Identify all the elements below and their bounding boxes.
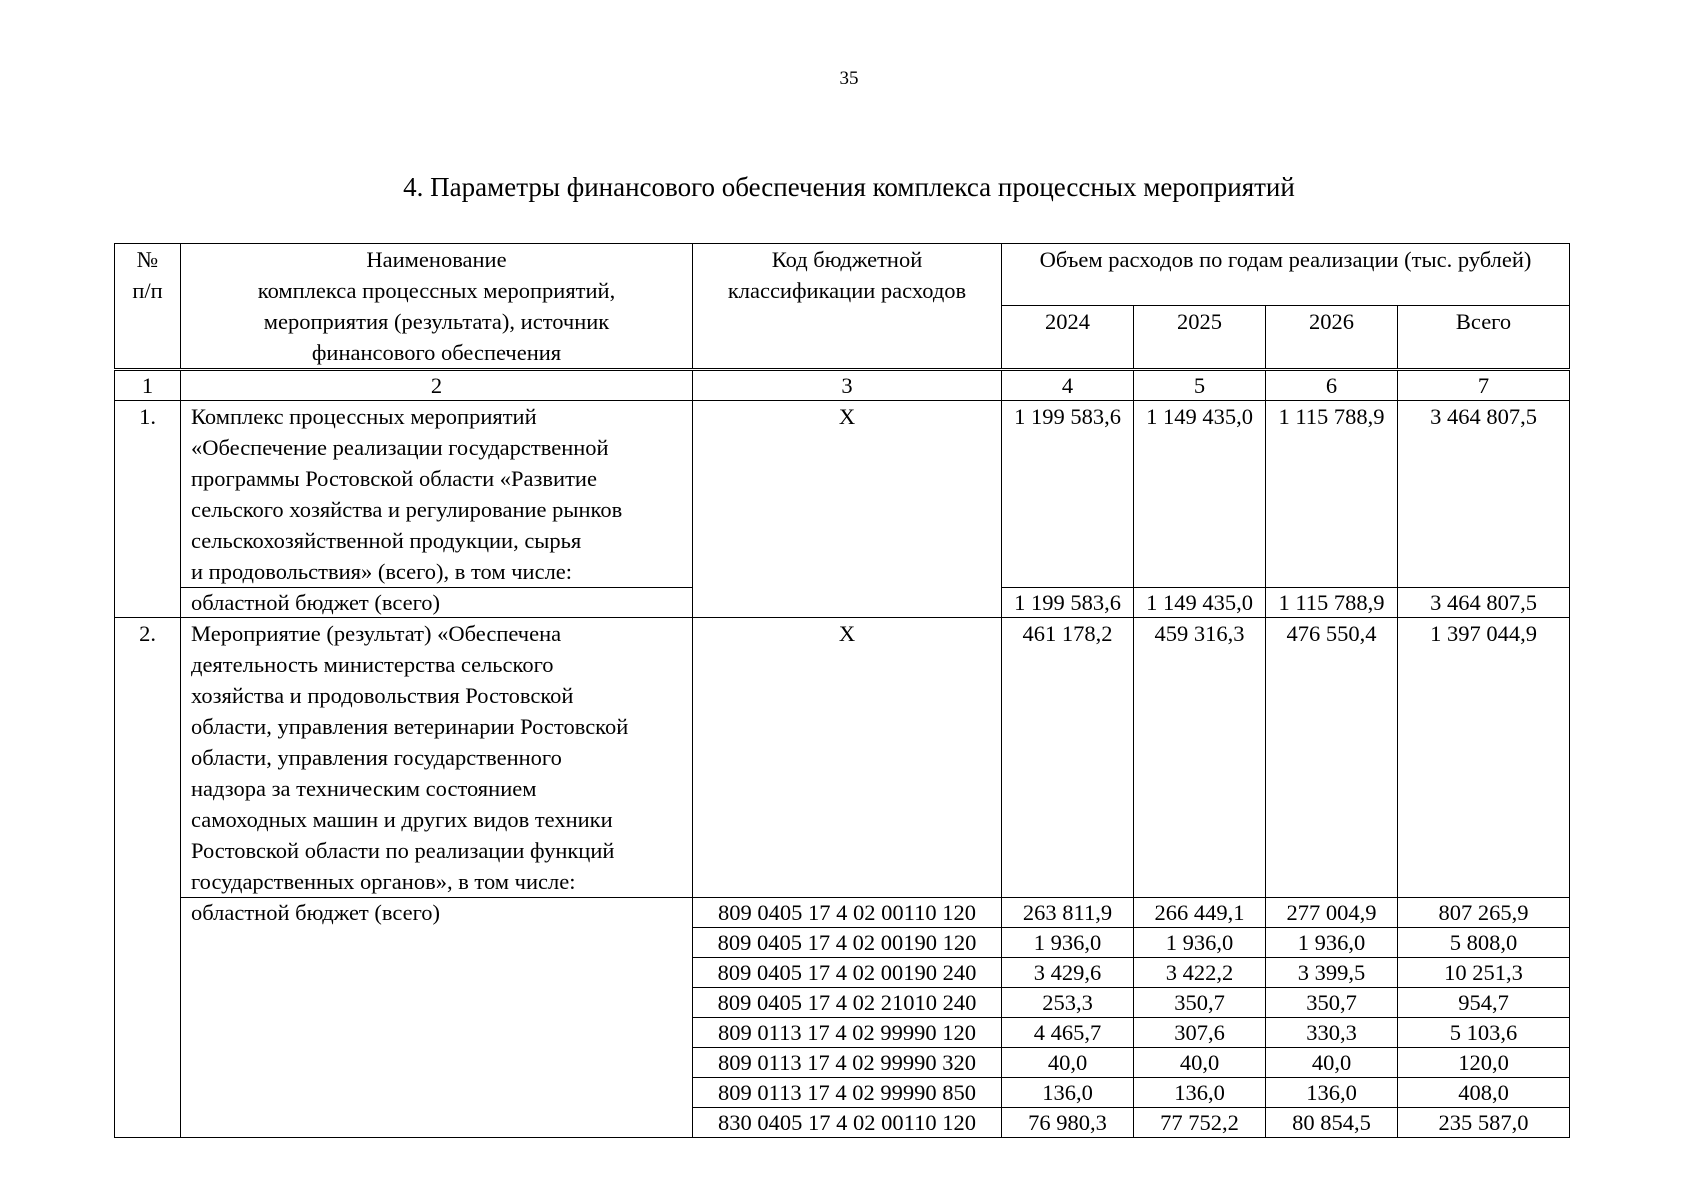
row-2-sub-code: 809 0113 17 4 02 99990 120 (693, 1018, 1002, 1048)
header-year-2024: 2024 (1002, 306, 1134, 370)
row-2-sub (115, 898, 1570, 928)
header-name-line: мероприятия (результата), источник (263, 309, 610, 334)
row-2-sub-code: 809 0113 17 4 02 99990 850 (693, 1078, 1002, 1108)
row-2-sub-2026: 40,0 (1266, 1048, 1398, 1078)
index-cell: 7 (1398, 370, 1570, 401)
row-2-sub-code: 830 0405 17 4 02 00110 120 (693, 1108, 1002, 1138)
row-2-sub-code: 809 0405 17 4 02 00110 120 (693, 898, 1002, 928)
row-2-2025: 459 316,3 (1134, 618, 1266, 898)
row-2-sub-2025: 1 936,0 (1134, 928, 1266, 958)
row-2-sub-2026: 277 004,9 (1266, 898, 1398, 928)
row-1-name-line: сельскохозяйственной продукции, сырья (191, 528, 582, 553)
header-name-line: Наименование (366, 247, 507, 272)
row-2-code: Х (693, 618, 1002, 898)
row-2-sub-name: областной бюджет (всего) (181, 898, 693, 1138)
row-1-2026: 1 115 788,9 (1266, 401, 1398, 588)
header-year-2025: 2025 (1134, 306, 1266, 370)
row-2-sub-2024: 136,0 (1002, 1078, 1134, 1108)
index-cell: 5 (1134, 370, 1266, 401)
index-cell: 4 (1002, 370, 1134, 401)
header-volume: Объем расходов по годам реализации (тыс. рублей) (1002, 244, 1570, 306)
row-1-num: 1. (115, 401, 181, 618)
row-2-sub-2024: 3 429,6 (1002, 958, 1134, 988)
row-1 (115, 401, 1570, 588)
row-2-sub-total: 5 808,0 (1398, 928, 1570, 958)
row-2-name-line: области, управления государственного (191, 745, 562, 770)
row-2-sub-total: 10 251,3 (1398, 958, 1570, 988)
header-name-line: комплекса процессных мероприятий, (257, 278, 616, 303)
row-1-sub-2026: 1 115 788,9 (1266, 588, 1398, 618)
row-2-sub-code: 809 0405 17 4 02 00190 120 (693, 928, 1002, 958)
row-2-sub-2024: 4 465,7 (1002, 1018, 1134, 1048)
index-cell: 1 (115, 370, 181, 401)
row-1-2024: 1 199 583,6 (1002, 401, 1134, 588)
row-2-sub-total: 120,0 (1398, 1048, 1570, 1078)
row-1-code: Х (693, 401, 1002, 618)
row-2-sub-total: 408,0 (1398, 1078, 1570, 1108)
index-cell: 2 (181, 370, 693, 401)
row-2-name-line: хозяйства и продовольствия Ростовской (191, 683, 574, 708)
row-2-name-line: области, управления ветеринарии Ростовской (191, 714, 629, 739)
row-2-sub-code: 809 0405 17 4 02 21010 240 (693, 988, 1002, 1018)
index-cell: 6 (1266, 370, 1398, 401)
row-2-name (181, 618, 693, 898)
financial-table (114, 243, 1570, 1138)
row-2-sub-2025: 3 422,2 (1134, 958, 1266, 988)
row-2-sub-2026: 350,7 (1266, 988, 1398, 1018)
row-2-sub-2026: 1 936,0 (1266, 928, 1398, 958)
row-2-sub-total: 235 587,0 (1398, 1108, 1570, 1138)
row-2-name-line: государственных органов», в том числе: (191, 869, 576, 894)
header-num-line: п/п (132, 278, 163, 303)
row-1-name-line: программы Ростовской области «Развитие (191, 466, 597, 491)
row-1-sub-total: 3 464 807,5 (1398, 588, 1570, 618)
header-year-2026: 2026 (1266, 306, 1398, 370)
row-2-name-line: деятельность министерства сельского (191, 652, 554, 677)
header-code-line: Код бюджетной (771, 247, 923, 272)
row-2-sub-2024: 253,3 (1002, 988, 1134, 1018)
row-1-sub-2025: 1 149 435,0 (1134, 588, 1266, 618)
header-code (693, 244, 1002, 370)
row-2-sub-2025: 307,6 (1134, 1018, 1266, 1048)
header-name-line: финансового обеспечения (311, 340, 562, 365)
row-2-name-line: надзора за техническим состоянием (191, 776, 537, 801)
row-2-sub-2025: 266 449,1 (1134, 898, 1266, 928)
row-2-sub-2026: 3 399,5 (1266, 958, 1398, 988)
row-2-sub-2024: 1 936,0 (1002, 928, 1134, 958)
row-1-name-line: сельского хозяйства и регулирование рынков (191, 497, 623, 522)
header-num (115, 244, 181, 370)
row-2-num: 2. (115, 618, 181, 1138)
header-code-line: классификации расходов (727, 278, 967, 303)
row-2-sub-2025: 350,7 (1134, 988, 1266, 1018)
row-2-2026: 476 550,4 (1266, 618, 1398, 898)
index-row (115, 370, 1570, 401)
index-cell: 3 (693, 370, 1002, 401)
row-2 (115, 618, 1570, 898)
row-1-2025: 1 149 435,0 (1134, 401, 1266, 588)
row-2-sub-2024: 40,0 (1002, 1048, 1134, 1078)
row-1-sub-name: областной бюджет (всего) (181, 588, 693, 618)
header-row-1 (115, 244, 1570, 306)
row-2-sub-2025: 136,0 (1134, 1078, 1266, 1108)
header-total: Всего (1398, 306, 1570, 370)
row-1-name-line: «Обеспечение реализации государственной (191, 435, 609, 460)
row-2-sub-2026: 330,3 (1266, 1018, 1398, 1048)
row-2-sub-2024: 263 811,9 (1002, 898, 1134, 928)
row-2-sub-total: 5 103,6 (1398, 1018, 1570, 1048)
row-1-name (181, 401, 693, 588)
row-2-sub-code: 809 0405 17 4 02 00190 240 (693, 958, 1002, 988)
row-1-name-line: и продовольствия» (всего), в том числе: (191, 559, 573, 584)
row-2-sub-2025: 40,0 (1134, 1048, 1266, 1078)
row-2-total: 1 397 044,9 (1398, 618, 1570, 898)
row-1-name-line: Комплекс процессных мероприятий (191, 404, 537, 429)
header-num-line: № (136, 247, 159, 272)
header-name (181, 244, 693, 370)
row-1-sub-2024: 1 199 583,6 (1002, 588, 1134, 618)
row-2-sub-code: 809 0113 17 4 02 99990 320 (693, 1048, 1002, 1078)
row-2-name-line: Мероприятие (результат) «Обеспечена (191, 621, 562, 646)
row-2-2024: 461 178,2 (1002, 618, 1134, 898)
row-2-sub-2026: 136,0 (1266, 1078, 1398, 1108)
row-2-sub-total: 954,7 (1398, 988, 1570, 1018)
row-2-sub-total: 807 265,9 (1398, 898, 1570, 928)
row-1-total: 3 464 807,5 (1398, 401, 1570, 588)
row-2-sub-2025: 77 752,2 (1134, 1108, 1266, 1138)
row-2-name-line: самоходных машин и других видов техники (191, 807, 613, 832)
row-2-sub-2026: 80 854,5 (1266, 1108, 1398, 1138)
row-2-sub-2024: 76 980,3 (1002, 1108, 1134, 1138)
page-number: 35 (839, 68, 859, 89)
section-title: 4. Параметры финансового обеспечения комплекса процессных мероприятий (403, 172, 1295, 202)
row-2-name-line: Ростовской области по реализации функций (191, 838, 615, 863)
